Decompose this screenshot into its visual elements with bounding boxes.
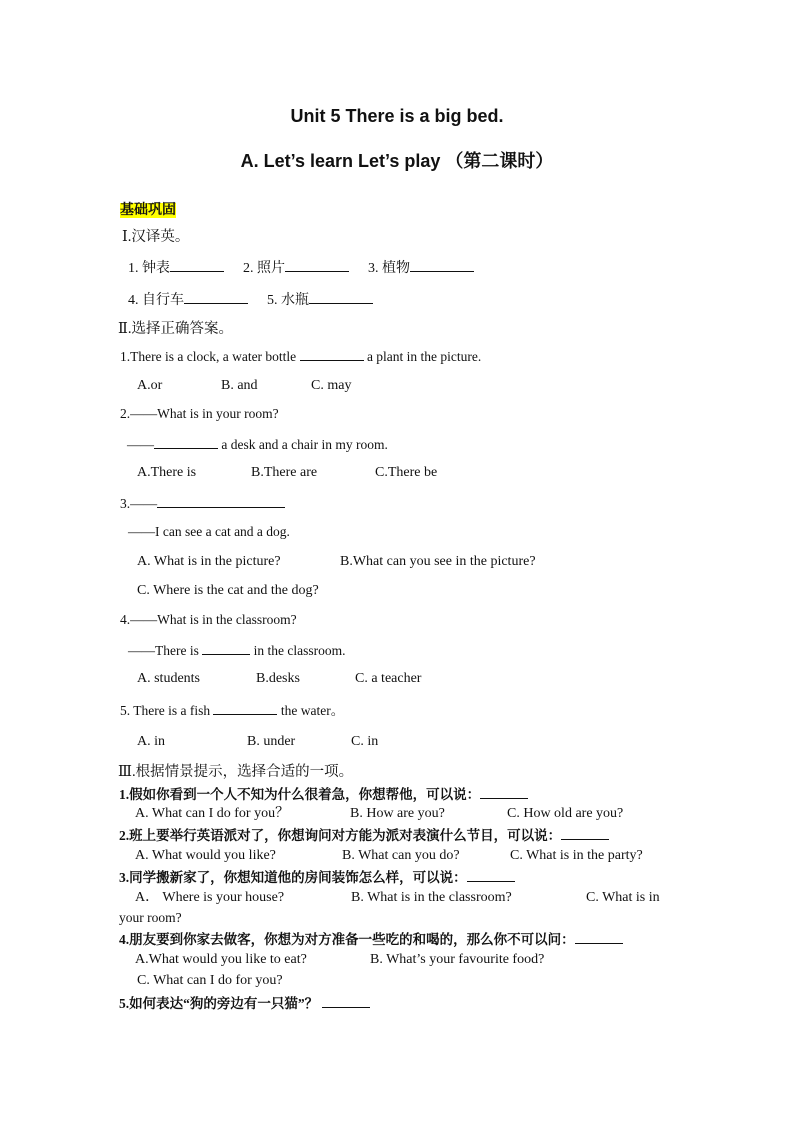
- question-text: 2.班上要举行英语派对了，你想询问对方能为派对表演什么节目，可以说：: [119, 828, 562, 843]
- option-b: B.What can you see in the picture?: [340, 554, 536, 569]
- scenario-question-3: [119, 868, 515, 887]
- option-b: B. What is in the classroom?: [351, 890, 512, 905]
- option-c: C. What is in: [586, 890, 660, 905]
- option-a: A.or: [137, 378, 163, 393]
- question-2-answer: [127, 435, 388, 454]
- question-text: 4.朋友要到你家去做客，你想为对方准备一些吃的和喝的，那么你不可以问：: [119, 932, 575, 947]
- option-c: C. What can I do for you?: [137, 973, 283, 988]
- translate-item: 3. 植物: [368, 261, 410, 276]
- answer-blank[interactable]: [575, 930, 623, 944]
- answer-blank[interactable]: [170, 258, 224, 272]
- answer-blank[interactable]: [154, 435, 218, 449]
- question-text: 5.如何表达“狗的旁边有一只猫”？: [119, 996, 322, 1011]
- answer-blank[interactable]: [467, 868, 515, 882]
- option-b: B.desks: [256, 671, 300, 686]
- translate-row-1: [128, 258, 474, 278]
- section-tag: [120, 202, 176, 220]
- highlight-tag: 基础巩固: [120, 203, 176, 218]
- option-c: C. How old are you?: [507, 806, 624, 821]
- scenario-question-1: [119, 785, 528, 804]
- answer-blank[interactable]: [480, 785, 528, 799]
- page-subtitle: A. Let’s learn Let’s play （第二课时）: [240, 151, 554, 171]
- question-text: in the classroom.: [250, 643, 346, 658]
- section3-heading: Ⅲ.根据情景提示，选择合适的一项。: [118, 764, 354, 780]
- scenario-question-2: [119, 826, 609, 845]
- question-text: 3.同学搬新家了，你想知道他的房间装饰怎么样，可以说：: [119, 870, 467, 885]
- question-text: a plant in the picture.: [363, 349, 482, 364]
- option-b: B. and: [221, 378, 258, 393]
- question-text: 5. There is a fish: [120, 703, 214, 718]
- answer-blank[interactable]: [202, 641, 250, 655]
- question-4-answer: [128, 641, 345, 660]
- question-3-answer: ——I can see a cat and a dog.: [128, 524, 290, 539]
- answer-blank[interactable]: [213, 701, 277, 715]
- option-a: A. What is in the picture?: [137, 554, 281, 569]
- translate-item: 2. 照片: [243, 261, 285, 276]
- question-text: the water。: [277, 703, 345, 718]
- answer-blank[interactable]: [184, 290, 248, 304]
- translate-item: 4. 自行车: [128, 293, 184, 308]
- page-title: Unit 5 There is a big bed.: [290, 106, 504, 126]
- translate-item: 1. 钟表: [128, 261, 170, 276]
- question-text: a desk and a chair in my room.: [218, 437, 388, 452]
- question-text: 3.——: [120, 496, 158, 511]
- option-c: C.There be: [375, 465, 438, 480]
- answer-blank[interactable]: [285, 258, 349, 272]
- option-c: C. may: [311, 378, 352, 393]
- section2-heading: Ⅱ.选择正确答案。: [118, 321, 233, 337]
- answer-blank[interactable]: [157, 494, 285, 508]
- answer-blank[interactable]: [300, 347, 364, 361]
- question-5: [120, 701, 344, 720]
- option-a: A.What would you like to eat?: [135, 952, 307, 967]
- translate-row-2: [128, 290, 373, 310]
- scenario-question-5: [119, 994, 370, 1013]
- option-b: B. What can you do?: [342, 848, 460, 863]
- option-c: C. What is in the party?: [510, 848, 643, 863]
- answer-blank[interactable]: [309, 290, 373, 304]
- option-c: C. Where is the cat and the dog?: [137, 583, 319, 598]
- option-c-continued: your room?: [119, 910, 182, 925]
- question-3: [120, 494, 285, 513]
- section1-heading: Ⅰ.汉译英。: [122, 229, 190, 245]
- option-c: C. in: [351, 734, 379, 749]
- question-1: [120, 347, 481, 366]
- answer-blank[interactable]: [322, 994, 370, 1008]
- answer-blank[interactable]: [410, 258, 474, 272]
- option-b: B. What’s your favourite food?: [370, 952, 545, 967]
- translate-item: 5. 水瓶: [267, 293, 309, 308]
- question-text: 1.There is a clock, a water bottle: [120, 349, 300, 364]
- option-c: C. a teacher: [355, 671, 422, 686]
- question-2: 2.——What is in your room?: [120, 406, 279, 421]
- option-b: B. under: [247, 734, 296, 749]
- question-text: 1.假如你看到一个人不知为什么很着急，你想帮他，可以说：: [119, 787, 481, 802]
- option-a: A.There is: [137, 465, 197, 480]
- option-a: A. What can I do for you？: [135, 806, 290, 821]
- option-a: A. in: [137, 734, 165, 749]
- question-4: 4.——What is in the classroom?: [120, 612, 297, 627]
- scenario-question-4: [119, 930, 623, 949]
- option-b: B.There are: [251, 465, 318, 480]
- question-text: ——There is: [128, 643, 203, 658]
- option-a: A. What would you like?: [135, 848, 276, 863]
- answer-blank[interactable]: [561, 826, 609, 840]
- option-a: A. students: [137, 671, 200, 686]
- option-a: A． Where is your house?: [135, 890, 285, 905]
- question-text: ——: [127, 437, 154, 452]
- option-b: B. How are you?: [350, 806, 445, 821]
